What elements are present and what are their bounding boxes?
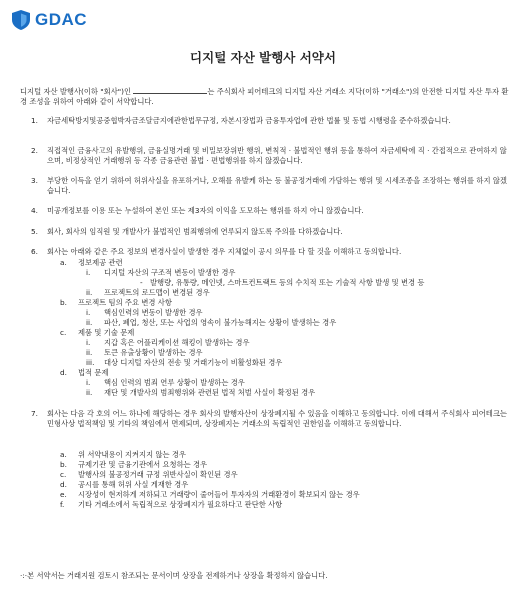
item-text: 회사, 회사의 임직원 및 개발사가 불법적인 범죄행위에 연루되지 않도록 주의를 다하겠습니다. [47, 227, 343, 236]
item-text: 부당한 이득을 얻기 위하여 허위사실을 유포하거나, 오해를 유발케 하는 등 불공정거래에 가담하는 행위 및 시세조종을 조장하는 행위를 하지 않겠습니다. [47, 176, 507, 195]
roman-item [86, 268, 510, 278]
dash-text: 발행량, 유통량, 메인넷, 스마트컨트랙트 등의 수치적 또는 기술적 사항 발생 및 변경 등 [150, 278, 425, 287]
roman-numeral: i. [86, 268, 91, 277]
header [12, 10, 87, 30]
roman-item [86, 318, 510, 328]
sub-text: 기타 거래소에서 독립적으로 상장폐지가 필요하다고 판단한 사항 [78, 500, 283, 509]
roman-numeral: ii. [86, 288, 93, 297]
roman-item [86, 388, 510, 409]
item-number: 7. [31, 409, 38, 418]
sub-text: 위 서약내용이 지켜지지 않는 경우 [78, 450, 186, 459]
document-title: 디지털 자산 발행사 서약서 [190, 50, 336, 65]
sub-item [60, 460, 510, 470]
roman-text: 대상 디지털 자산의 전송 및 거래기능이 비활성화된 경우 [104, 358, 283, 367]
sub-item [60, 480, 510, 490]
company-name-blank [133, 86, 207, 94]
item-number: 1. [31, 116, 38, 125]
sub-letter: e. [60, 490, 67, 499]
roman-text: 핵심인력의 변동이 발생한 경우 [104, 308, 203, 317]
sub-letter: c. [60, 328, 67, 337]
dash-mark: - [140, 278, 143, 287]
sub-letter: a. [60, 258, 67, 267]
sub-item [60, 450, 510, 460]
roman-item [86, 348, 510, 358]
roman-item [86, 288, 510, 298]
sub-letter: c. [60, 470, 67, 479]
item-text: 미공개정보를 이용 또는 누설하여 본인 또는 제3자의 이익을 도모하는 행위를 하지 아니 않겠습니다. [47, 206, 364, 215]
roman-item [86, 358, 510, 368]
intro-text-after: 는 주식회사 피어테크의 디지털 자산 거래소 지닥(이하 "거래소")의 안전한 디지털 자산 투자 환경 조성을 위하여 아래와 같이 서약합니다. [20, 87, 509, 106]
item-text: 자금세탁방지및공중협박자금조달금지에관한법무규정, 자본시장법과 금융투자업에 관한 법률 및 동법 시행령을 준수하겠습니다. [47, 116, 451, 125]
list-item [20, 206, 510, 227]
roman-numeral: ii. [86, 318, 93, 327]
roman-text: 핵심 인력의 범죄 연루 상황이 발생하는 경우 [104, 378, 245, 387]
sub-label: 정보제공 관련 [78, 258, 123, 267]
intro-paragraph [20, 86, 510, 116]
roman-numeral: ii. [86, 388, 93, 397]
sub-letter: d. [60, 368, 67, 377]
sub-item [60, 500, 510, 510]
list-item [20, 409, 510, 450]
item-number: 2. [31, 146, 38, 155]
sub-letter: b. [60, 460, 67, 469]
sub-letter: f. [60, 500, 65, 509]
roman-numeral: i. [86, 308, 91, 317]
roman-item [86, 378, 510, 388]
roman-item [86, 338, 510, 348]
roman-numeral: i. [86, 338, 91, 347]
list-item [20, 227, 510, 247]
roman-text: 파산, 폐업, 청산, 또는 사업의 영속이 불가능해지는 상황이 발생하는 경우 [104, 318, 337, 327]
item-number: 5. [31, 227, 38, 236]
sub-letter: a. [60, 450, 67, 459]
sub-letter: d. [60, 480, 67, 489]
logo-text: GDAC [35, 10, 88, 29]
roman-item [86, 308, 510, 318]
roman-text: 토큰 유출상황이 발생하는 경우 [104, 348, 203, 357]
footer-note: ·:·본 서약서는 거래지원 검토시 참조되는 문서이며 상장을 전제하거나 상장을 확정하지 않습니다. [20, 571, 328, 580]
roman-text: 지갑 혹은 어플리케이션 해킹이 발생하는 경우 [104, 338, 250, 347]
sub-item [60, 258, 510, 268]
item-text: 직접적인 금융사고의 유발행위, 금융실명거래 및 비밀보장위반 행위, 변칙적 · 불법적인 행위 등을 통하여 자금세탁에 직 · 간접적으로 관여하지 않으며, 비정상적인 거래행위 등 각종 금융관련 불법 · 편법행위를 하지 않겠습니다. [47, 146, 507, 165]
sub-text: 규제기관 및 금융기관에서 요청하는 경우 [78, 460, 208, 469]
sub-item [60, 490, 510, 500]
roman-text: 프로젝트의 로드맵이 변경된 경우 [104, 288, 210, 297]
list-item [20, 247, 510, 258]
sub-label: 프로젝트 팀의 주요 변경 사항 [78, 298, 172, 307]
item-text: 회사는 아래와 같은 주요 정보의 변경사실이 발생한 경우 지체없이 공시 의무를 다 할 것을 이해하고 동의합니다. [47, 247, 402, 256]
item-text: 회사는 다음 각 호의 어느 하나에 해당하는 경우 회사의 발행자산이 상장폐지될 수 있음을 이해하고 동의합니다. 이에 대해서 주식회사 피어테크는 민형사상 법적책임 및 기타의 책임에서 면제되며, 상장폐지는 거래소의 독립적인 권한임을 이해하고 동의합니다. [47, 409, 507, 428]
roman-text: 디지털 자산의 구조적 변동이 발생한 경우 [104, 268, 236, 277]
item-number: 4. [31, 206, 38, 215]
item-number: 3. [31, 176, 38, 185]
sub-item [60, 328, 510, 338]
intro-text-before: 디지털 자산 발행사(이하 "회사")인 [20, 87, 134, 96]
dash-item [140, 278, 510, 288]
sub-label: 제품 및 기술 문제 [78, 328, 135, 337]
list-item [20, 146, 510, 176]
gdac-logo-icon [12, 10, 30, 30]
sub-item [60, 298, 510, 308]
sub-text: 시장성이 현저하게 저하되고 거래량이 줄어들어 투자자의 거래환경이 확보되지 않는 경우 [78, 490, 360, 499]
roman-numeral: i. [86, 378, 91, 387]
roman-numeral: iii. [86, 358, 95, 367]
list-item [20, 116, 510, 146]
sub-letter: b. [60, 298, 67, 307]
sub-text: 발행사의 불공정거래 규정 위반사실이 확인된 경우 [78, 470, 238, 479]
sub-label: 법적 문제 [78, 368, 109, 377]
list-item [20, 176, 510, 206]
document-body [20, 86, 510, 510]
roman-text: 재단 및 개발사의 범죄행위와 관련된 법적 처벌 사실이 확정된 경우 [104, 388, 316, 397]
sub-item [60, 368, 510, 378]
sub-text: 공시를 통해 허위 사실 게재한 경우 [78, 480, 189, 489]
sub-item [60, 470, 510, 480]
roman-numeral: ii. [86, 348, 93, 357]
item-number: 6. [31, 247, 38, 256]
